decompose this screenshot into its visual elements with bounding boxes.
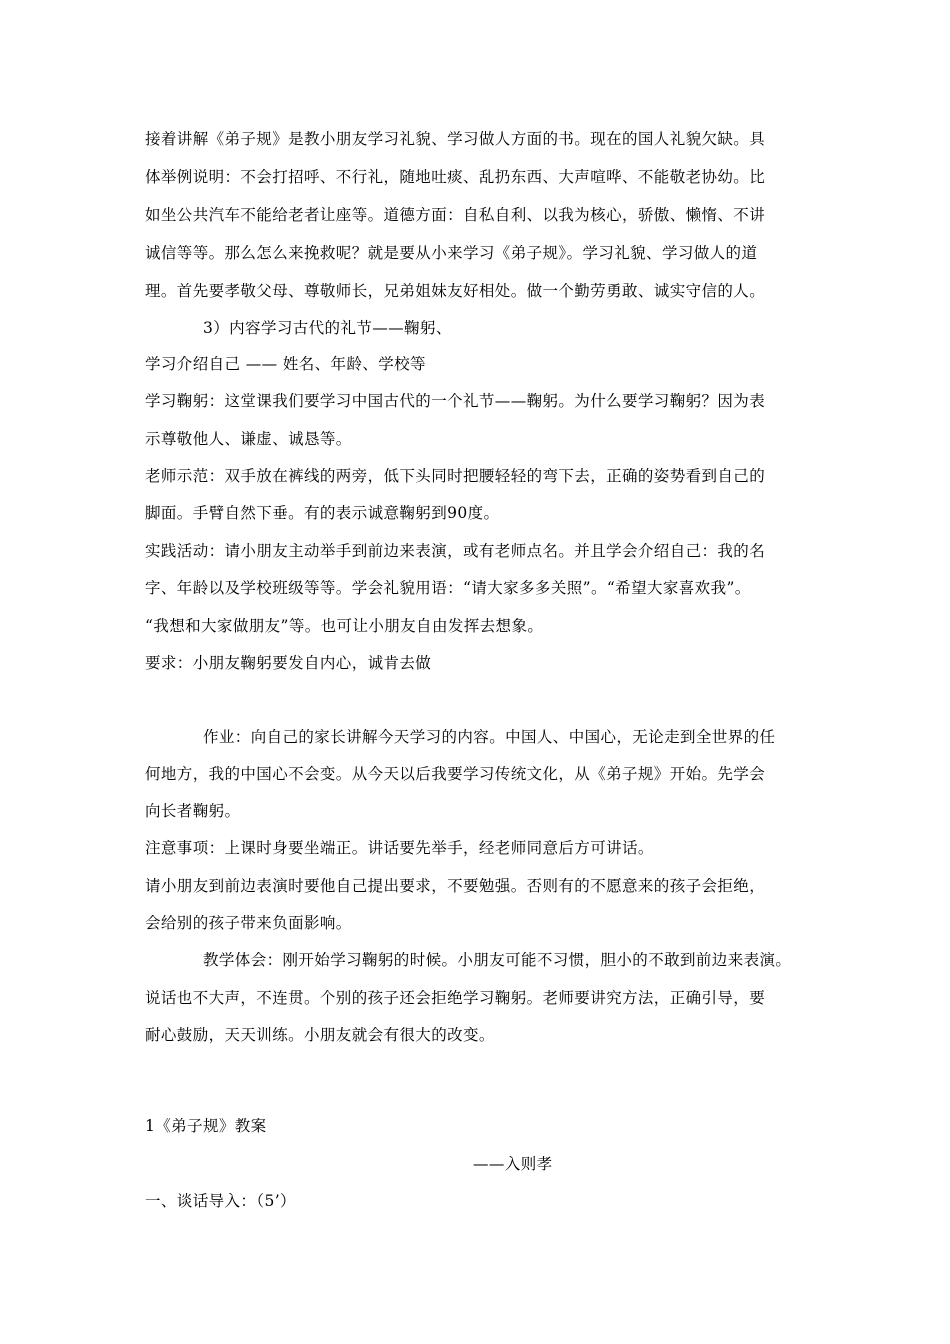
paragraph-line: 向长者鞠躬。 bbox=[145, 802, 241, 820]
section-heading: 一、谈话导入：（5’） bbox=[145, 1192, 296, 1210]
paragraph-line: 接着讲解《弟子规》是教小朋友学习礼貌、学习做人方面的书。现在的国人礼貌欠缺。具 bbox=[145, 130, 766, 148]
paragraph-line: 如坐公共汽车不能给老者让座等。道德方面：自私自利、以我为核心，骄傲、懒惰、不讲 bbox=[145, 206, 766, 224]
paragraph-line: 学习介绍自己 —— 姓名、年龄、学校等 bbox=[145, 355, 426, 373]
paragraph-line: 体举例说明：不会打招呼、不行礼，随地吐痰、乱扔东西、大声喧哗、不能敬老协幼。比 bbox=[145, 168, 766, 186]
paragraph-line: 说话也不大声，不连贯。个别的孩子还会拒绝学习鞠躬。老师要讲究方法，正确引导，要 bbox=[145, 989, 766, 1007]
paragraph-line: 字、年龄以及学校班级等等。学会礼貌用语：“请大家多多关照”。“希望大家喜欢我”。 bbox=[145, 579, 751, 597]
paragraph-line: 老师示范：双手放在裤线的两旁，低下头同时把腰轻轻的弯下去，正确的姿势看到自己的 bbox=[145, 467, 766, 485]
paragraph-line: 教学体会：刚开始学习鞠躬的时候。小朋友可能不习惯，胆小的不敢到前边来表演。 bbox=[203, 951, 792, 969]
paragraph-line: 耐心鼓励，天天训练。小朋友就会有很大的改变。 bbox=[145, 1026, 495, 1044]
paragraph-line: 理。首先要孝敬父母、尊敬师长，兄弟姐妹友好相处。做一个勤劳勇敢、诚实守信的人。 bbox=[145, 282, 766, 300]
paragraph-line: 学习鞠躬：这堂课我们要学习中国古代的一个礼节——鞠躬。为什么要学习鞠躬？因为表 bbox=[145, 392, 766, 410]
section-heading: 3）内容学习古代的礼节——鞠躬、 bbox=[203, 319, 452, 337]
paragraph-line: “我想和大家做朋友”等。也可让小朋友自由发挥去想象。 bbox=[145, 617, 544, 635]
paragraph-line: 请小朋友到前边表演时要他自己提出要求，不要勉强。否则有的不愿意来的孩子会拒绝， bbox=[145, 877, 766, 895]
lesson-subtitle: ——入则孝 bbox=[473, 1155, 553, 1173]
paragraph-line: 实践活动：请小朋友主动举手到前边来表演，或有老师点名。并且学会介绍自己：我的名 bbox=[145, 542, 766, 560]
paragraph-line: 作业：向自己的家长讲解今天学习的内容。中国人、中国心，无论走到全世界的任 bbox=[203, 728, 776, 746]
paragraph-line: 要求：小朋友鞠躬要发自内心，诚肯去做 bbox=[145, 654, 432, 672]
paragraph-line: 何地方，我的中国心不会变。从今天以后我要学习传统文化，从《弟子规》开始。先学会 bbox=[145, 765, 766, 783]
lesson-title: 1《弟子规》教案 bbox=[145, 1117, 267, 1135]
paragraph-line: 脚面。手臂自然下垂。有的表示诚意鞠躬到90度。 bbox=[145, 504, 500, 522]
paragraph-line: 诚信等等。那么怎么来挽救呢？就是要从小来学习《弟子规》。学习礼貌、学习做人的道 bbox=[145, 244, 758, 262]
paragraph-line: 注意事项：上课时身要坐端正。讲话要先举手，经老师同意后方可讲话。 bbox=[145, 839, 654, 857]
paragraph-line: 示尊敬他人、谦虚、诚恳等。 bbox=[145, 430, 352, 448]
paragraph-line: 会给别的孩子带来负面影响。 bbox=[145, 914, 352, 932]
